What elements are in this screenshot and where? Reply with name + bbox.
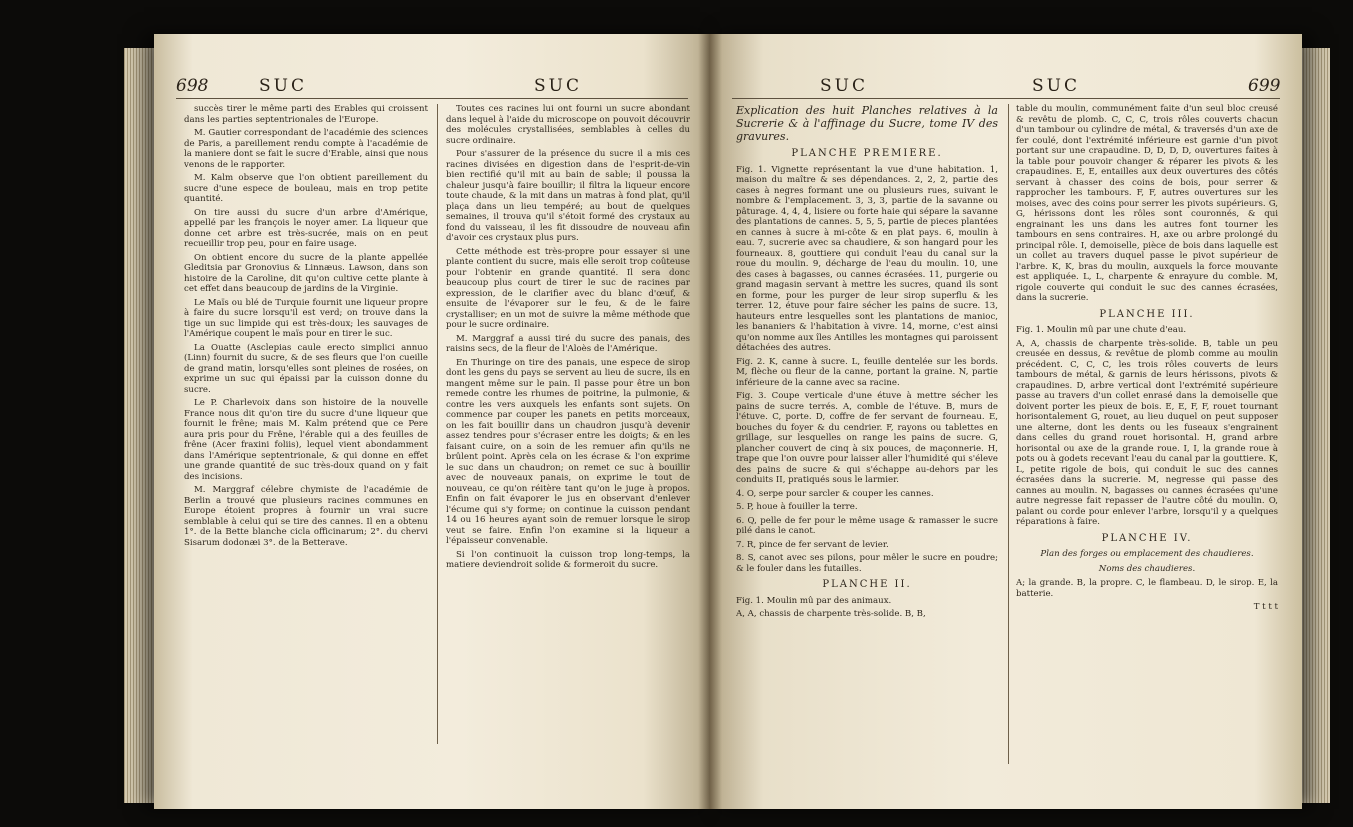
running-head-right-1: SUC [820, 76, 868, 96]
subheading: Noms des chaudieres. [1098, 563, 1196, 574]
paragraph: 6. Q, pelle de fer pour le même usage & ramasser le sucre pilé dans le canot. [736, 515, 998, 536]
left-column-2 [446, 104, 690, 794]
paragraph: M. Marggraf a aussi tiré du sucre des panais, des raisins secs, de la fleur de l'Aloès de l'Amérique. [446, 333, 690, 354]
paragraph: M. Gautier correspondant de l'académie des sciences de Paris, a pareillement rendu compte à l'académie de la maniere dont se fait le sucre d'Erable, ainsi que nous venons de le rapporter. [184, 128, 428, 170]
paragraph: Le Maïs ou blé de Turquie fournit une liqueur propre à faire du sucre lorsqu'il est verd; on trouve dans la tige un suc limpide qui est très-doux; les sauvages de l'Amérique coupent le maïs pour en tirer le suc. [184, 297, 428, 339]
paragraph: succès tirer le même parti des Erables qui croissent dans les parties septentrionales de l'Europe. [184, 104, 428, 125]
catchword: T t t t [1253, 602, 1278, 612]
paragraph: Fig. 2. K, canne à sucre. L, feuille dentelée sur les bords. M, flèche ou fleur de la canne, portant la graine. N, partie inférieure de la canne avec sa racine. [736, 356, 998, 388]
paragraph: A, A, chassis de charpente très-solide. B, B, [736, 609, 926, 619]
plate-heading: PLANCHE II. [822, 579, 912, 590]
column-rule-right [1008, 104, 1009, 764]
book-gutter [698, 34, 722, 809]
paragraph: A; la grande. B, la propre. C, le flambeau. D, le sirop. E, la batterie. [1016, 578, 1278, 599]
paragraph: Cette méthode est très-propre pour essayer si une plante contient du sucre, mais elle seroit trop coûteuse pour l'obtenir en grande quantité. Il sera donc beaucoup plus court de tirer le suc de racines par expression, de le clarifier avec du blanc d'œuf, & ensuite de l'évaporer sur le feu, & de le faire crystalliser; en un mot de suivre la même méthode que pour le sucre ordinaire. [446, 246, 690, 330]
running-head-left-1: SUC [259, 76, 307, 96]
paragraph: 4. O, serpe pour sarcler & couper les cannes. [736, 488, 934, 499]
paragraph: 8. S, canot avec ses pilons, pour mêler le sucre en poudre; & le fouler dans les futailles. [736, 553, 998, 574]
paragraph: On obtient encore du sucre de la plante appellée Gleditsia par Gronovius & Linnæus. Lawson, dans son histoire de la Caroline, dit qu'on cultive cette plante à cet effet dans beaucoup de jardins de la Virginie. [184, 252, 428, 294]
right-page [710, 34, 1302, 809]
paragraph: On tire aussi du sucre d'un arbre d'Amérique, appellé par les françois le noyer amer. La liqueur que donne cet arbre est très-sucrée, mais on en peut recueillir trop peu, pour en faire usage. [184, 207, 428, 249]
paragraph: 5. P, houe à fouiller la terre. [736, 502, 858, 512]
head-rule-left [176, 98, 688, 99]
page-edges-right [1300, 48, 1330, 803]
page-edges-left [124, 48, 158, 803]
paragraph: M. Kalm observe que l'on obtient pareillement du sucre d'une espece de bouleau, mais en trop petite quantité. [184, 173, 428, 204]
left-page [154, 34, 710, 809]
paragraph: Pour s'assurer de la présence du sucre il a mis ces racines divisées en digestion dans de l'esprit-de-vin bien rectifié qu'il mit au bain de sable; il poussa la chaleur jusqu'à faire bouillir; il filtra la liqueur encore toute chaude, & la mit dans un matras à fond plat, qu'il plaça dans un lieu tempéré; au bout de quelques semaines, il trouva qu'il s'étoit formé des crystaux au fond du vaisseau, il les fit dissoudre de nouveau afin d'avoir ces crystaux plus purs. [446, 149, 690, 243]
paragraph: Fig. 1. Moulin mû par des animaux. [736, 595, 892, 606]
open-book [4, 12, 1353, 827]
plate-heading: PLANCHE IV. [1101, 532, 1193, 544]
paragraph: Toutes ces racines lui ont fourni un sucre abondant dans lequel à l'aide du microscope on pouvoit découvrir des molécules crystallisées, semblables à celles du sucre ordinaire. [446, 104, 690, 146]
subheading: Plan des forges ou emplacement des chaudieres. [1040, 549, 1254, 559]
paragraph: Fig. 3. Coupe verticale d'une étuve à mettre sécher les pains de sucre terrés. A, comble de l'étuve. B, murs de l'étuve. C, porte. D, coffre de fer servant de fourneau. E, bouches du foyer & du cendrier. F, rayons ou tablettes en grillage, sur lesquelles on range les pains de sucre. G, plancher couvert de cinq à six pouces, de maçonnerie. H, trape que l'on ouvre pour laisser aller l'humidité qui s'éleve des pains de sucre & qui s'échappe au-dehors par les conduits II, pratiqués sous le larmier. [736, 391, 998, 485]
paragraph: Le P. Charlevoix dans son histoire de la nouvelle France nous dit qu'on tire du sucre d'une liqueur que fournit le frêne; mais M. Kalm prétend que ce Pere aura pris pour du Frêne, l'érable qui a des feuilles de frêne (Acer fraxini foliis), lequel vient abondamment dans l'Amérique septentrionale, & qui donne en effet une grande quantité de suc très-doux quand on y fait des incisions. [184, 398, 428, 482]
plate-heading: PLANCHE III. [1099, 308, 1195, 320]
column-rule-left [437, 104, 438, 744]
right-column-1 [736, 104, 998, 804]
paragraph: 7. R, pince de fer servant de levier. [736, 539, 889, 550]
explanation-title: Explication des huit Planches relatives à la Sucrerie & à l'affinage du Sucre, tome IV des gravures. [736, 104, 998, 143]
paragraph: Si l'on continuoit la cuisson trop long-temps, la matiere deviendroit solide & formeroit du sucre. [446, 549, 690, 570]
paragraph: En Thuringe on tire des panais, une espece de sirop dont les gens du pays se servent au lieu de sucre, ils en mangent même sur le pain. Il passe pour être un bon remede contre les rhumes de poitrine, la pulmonie, & contre les vers auxquels les enfants sont sujets. On commence par couper les panets en petits morceaux, on les fait bouillir dans un chaudron jusqu'à devenir assez tendres pour s'écraser entre les doigts; & en les faisant cuire, on a soin de les remuer afin qu'ils ne brûlent point. Après cela on les écrase & l'on exprime le suc dans un chaudron; on remet ce suc à bouillir avec de nouveaux panais, on exprime le tout de nouveau, ce qu'on réitère tant qu'on le juge à propos. Enfin on fait évaporer le jus en observant d'enlever l'écume qui s'y forme; on continue la cuisson pendant 14 ou 16 heures ayant soin de remuer lorsque le sirop veut se faire. Enfin l'on examine si la liqueur a l'épaisseur convenable. [446, 357, 690, 546]
head-rule-right [732, 98, 1280, 99]
running-head-left-2: SUC [534, 76, 582, 96]
paragraph: Fig. 1. Moulin mû par une chute d'eau. [1016, 325, 1187, 335]
page-number-right: 699 [1248, 76, 1281, 96]
paragraph: Fig. 1. Vignette représentant la vue d'une habitation. 1, maison du maître & ses dépendances. 2, 2, 2, partie des cases à negres formant une ou plusieurs rues, suivant le nombre & l'emplacement. 3, 3, 3, partie de la savanne ou pâturage. 4, 4, 4, lisiere ou forte haie qui sépare la savanne des plantations de cannes. 5, 5, 5, partie de pieces plantées en cannes à sucre à mi-côte & en plat pays. 6, moulin à eau. 7, sucrerie avec sa chaudiere, & son hangard pour les fourneaux. 8, gouttiere qui conduit l'eau du canal sur la roue du moulin. 9, décharge de l'eau du moulin. 10, une des cases à bagasses, ou cannes écrasées. 11, purgerie ou grand magasin servant à mettre les sucres, quand ils sont en forme, pour les purger de leur sirop superflu & les terrer. 12, étuve pour faire sécher les pains de sucre. 13, hauteurs entre lesquelles sont les plantations de manioc, les bananiers & l'habitation à vivre. 14, morne, c'est ainsi qu'on nomme aux îles Antilles les montagnes qui paroissent détachées des autres. [736, 164, 998, 353]
left-column-1 [184, 104, 428, 794]
paragraph: M. Marggraf célebre chymiste de l'académie de Berlin a trouvé que plusieurs racines communes en Europe étoient propres à fournir un vrai sucre semblable à celui qui se tire des cannes. Il en a obtenu 1°. de la Bette blanche cicla officinarum; 2°. du chervi Sisarum dodonæi 3°. de la Betterave. [184, 485, 428, 548]
right-column-2 [1016, 104, 1278, 804]
paragraph: La Ouatte (Asclepias caule erecto simplici annuo (Linn) fournit du sucre, & de ses fleurs que l'on cueille de grand matin, lorsqu'elles sont pleines de rosées, on exprime un suc qui épaissi par la cuisson donne du sucre. [184, 342, 428, 395]
plate-heading: PLANCHE PREMIERE. [791, 148, 943, 159]
page-number-left: 698 [176, 76, 209, 96]
paragraph: table du moulin, communément faite d'un seul bloc creusé & revêtu de plomb. C, C, C, trois rôles couverts chacun d'un tambour ou cylindre de métal, & traversés d'un axe de fer coulé, dont l'extrémité inférieure est garnie d'un pivot portant sur une crapaudine. D, D, D, D, ouvertures faites à la table pour pouvoir changer & réparer les pivots & les crapaudines. E, E, entailles aux deux ouvertures des côtés servant à chasser des coins de bois, pour serrer & rapprocher les tambours. F, F, autres ouvertures sur les moises, avec des coins pour serrer les pivots supérieurs. G, G, hérissons dont les rôles sont couronnés, & qui engrainant les uns dans les autres font tourner les tambours en sens contraires. H, axe ou arbre prolongé du principal rôle. I, demoiselle, pièce de bois dans laquelle est un collet au travers duquel passe le pivot supérieur de l'arbre. K, K, bras du moulin, auxquels la force mouvante est appliquée. L, L, charpente & enrayure du comble. M, rigole couverte qui conduit le suc des cannes écrasées, dans la sucrerie. [1016, 104, 1278, 303]
paragraph: A, A, chassis de charpente très-solide. B, table un peu creusée en dessus, & revêtue de plomb comme au moulin précédent. C, C, C, les trois rôles couverts de leurs tambours de métal, & garnis de leurs hérissons, pivots & crapaudines. D, arbre vertical dont l'extrémité supérieure passe au travers d'un collet enrasé dans la demoiselle que doivent porter les pieux de bois. E, E, F, F, rouet tournant horisontalement G, rouet, au lieu duquel on peut supposer une alterne, dont les dents ou les fuseaux s'engrainent dans celles du grand rouet horisontal. H, grand arbre horisontal ou axe de la grande roue. I, I, la grande roue à pots ou à godets recevant l'eau du canal par la gouttiere. K, L, petite rigole de bois, qui conduit le suc des cannes écrasées dans la sucrerie. M, negresse qui passe des cannes au moulin. N, bagasses ou cannes écrasées qu'une autre negresse fait repasser de l'autre côté du moulin. O, palant ou corde pour enlever l'arbre, lorsqu'il y a quelques réparations à faire. [1016, 338, 1278, 527]
running-head-right-2: SUC [1032, 76, 1080, 96]
